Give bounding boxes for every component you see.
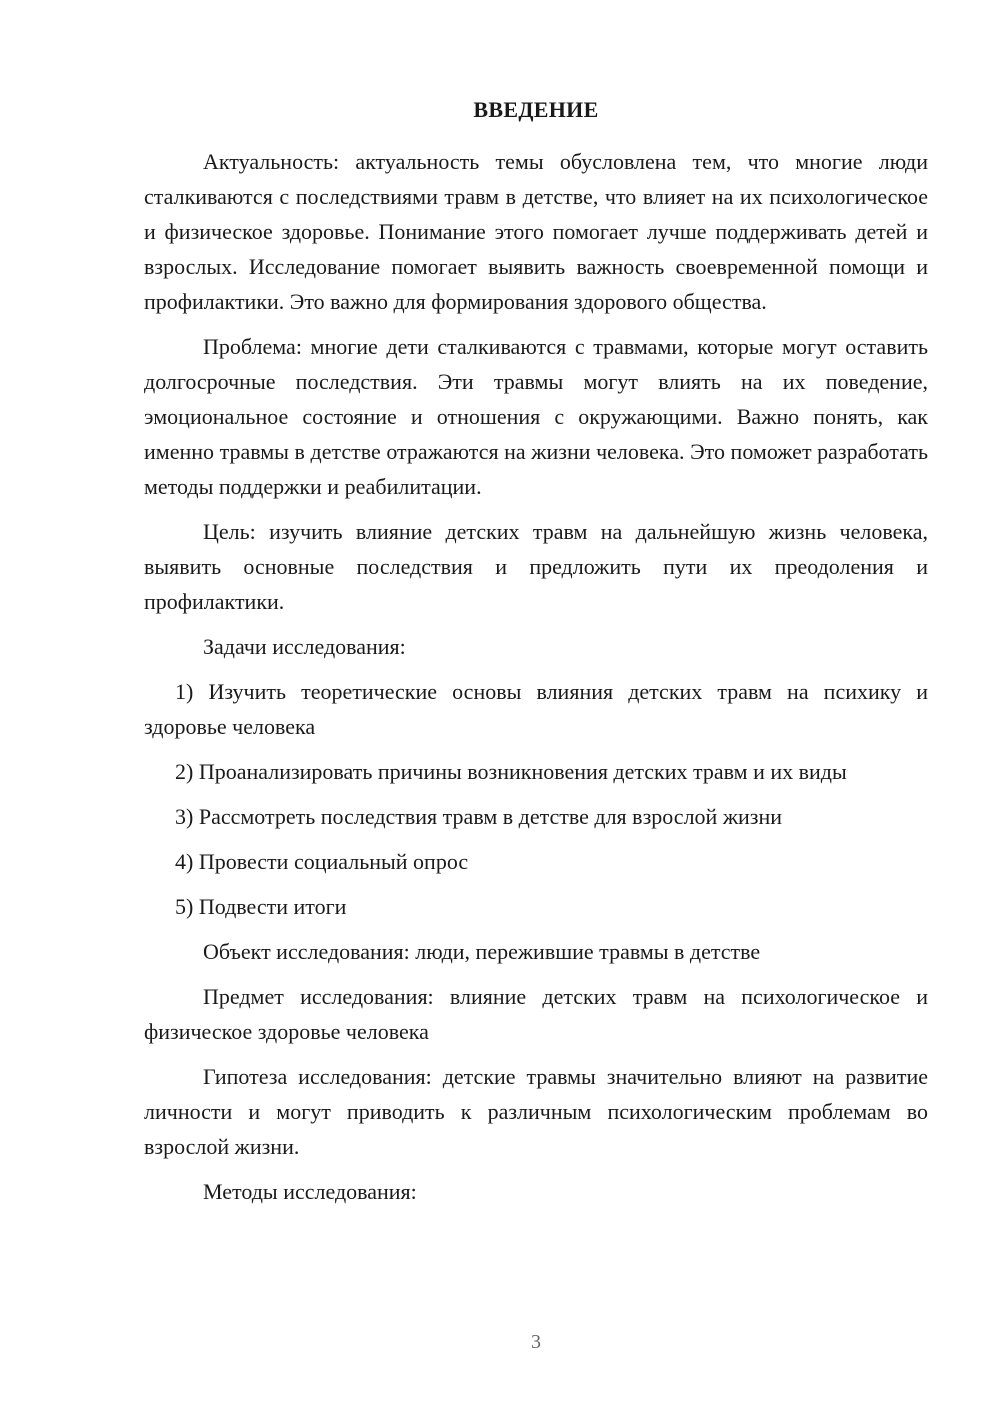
paragraph-relevance: Актуальность: актуальность темы обусловлена тем, что многие люди сталкиваются с последствиями травм в детстве, что влияет на их психологическое и физическое здоровье. Понимание этого помогает лучше поддерживать детей и взрослых. Исследование помогает выявить важность своевременной помощи и профилактики. Это важно для формирования здорового общества. — [144, 149, 928, 314]
page-number: 3 — [531, 1331, 541, 1353]
list-item-text: Проанализировать причины возникновения детских травм и их виды — [198, 759, 847, 784]
list-item-number: 3) — [175, 804, 194, 829]
list-item-text: Рассмотреть последствия травм в детстве для взрослой жизни — [198, 804, 783, 829]
paragraph-object: Объект исследования: люди, пережившие травмы в детстве — [203, 939, 761, 964]
page-title: ВВЕДЕНИЕ — [473, 97, 599, 122]
paragraph-tasks-heading: Задачи исследования: — [203, 634, 406, 659]
list-item-number: 5) — [175, 894, 194, 919]
paragraph-hypothesis: Гипотеза исследования: детские травмы значительно влияют на развитие личности и могут приводить к различным психологическим проблемам во взрослой жизни. — [144, 1064, 928, 1159]
paragraph-problem: Проблема: многие дети сталкиваются с травмами, которые могут оставить долгосрочные последствия. Эти травмы могут влиять на их поведение, эмоциональное состояние и отношения с окружающими. Важно понять, как именно травмы в детстве отражаются на жизни человека. Это поможет разработать методы поддержки и реабилитации. — [144, 334, 928, 499]
list-item — [144, 674, 928, 744]
list-item-number: 2) — [175, 759, 194, 784]
list-item-text: Подвести итоги — [198, 894, 347, 919]
list-item-text: Провести социальный опрос — [198, 849, 469, 874]
paragraph-subject: Предмет исследования: влияние детских травм на психологическое и физическое здоровье человека — [144, 984, 928, 1044]
tasks-list — [144, 674, 928, 924]
list-item — [144, 754, 928, 789]
list-item — [144, 844, 928, 879]
list-item-text: Изучить теоретические основы влияния детских травм на психику и здоровье человека — [144, 679, 929, 739]
list-item-number: 4) — [175, 849, 194, 874]
paragraph-goal: Цель: изучить влияние детских травм на дальнейшую жизнь человека, выявить основные последствия и предложить пути их преодоления и профилактики. — [144, 519, 928, 614]
list-item-number: 1) — [175, 679, 194, 704]
list-item — [144, 799, 928, 834]
paragraph-methods: Методы исследования: — [203, 1179, 417, 1204]
list-item — [144, 889, 928, 924]
document-page — [144, 92, 928, 1209]
